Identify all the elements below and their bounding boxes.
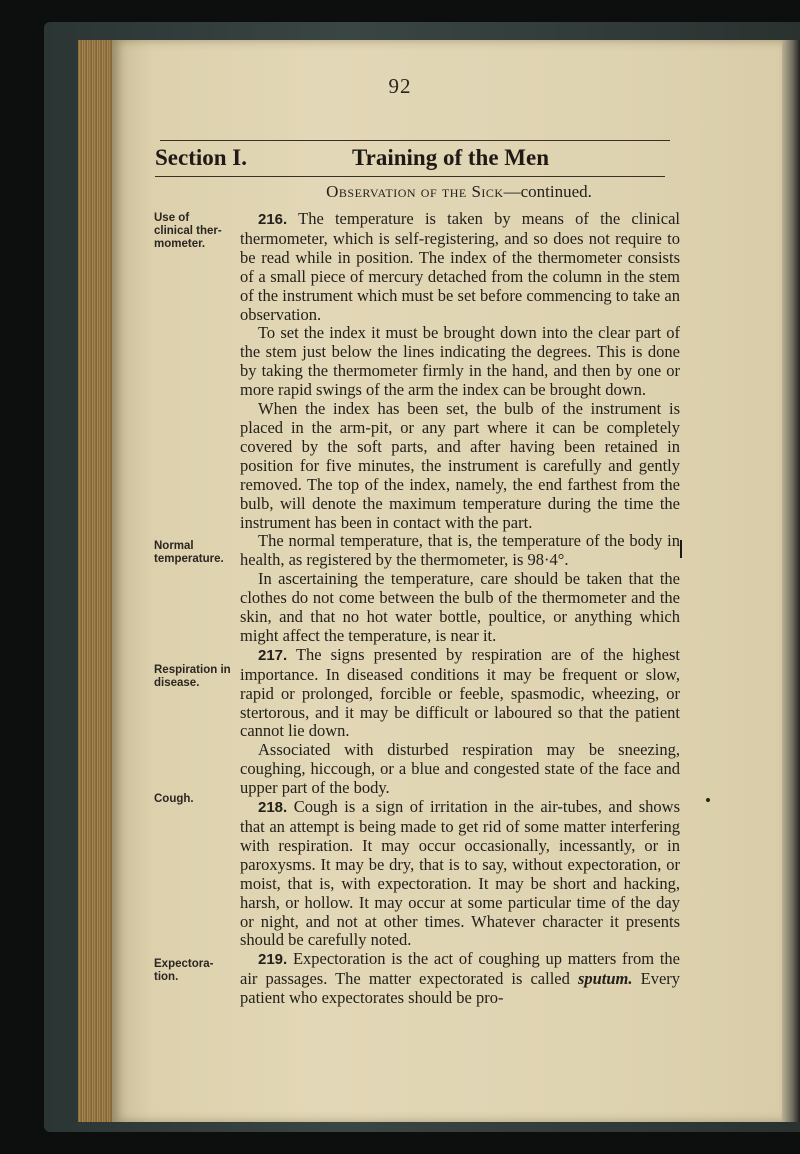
paragraph-219 [240,950,680,1008]
header-rule [155,176,665,177]
section-title: Training of the Men [352,145,549,170]
sputum-term: sputum. [577,969,633,989]
margin-note-expectoration: Expectora- tion. [154,958,214,983]
page-number: 92 [388,74,412,98]
section-label: Section I. [155,145,247,170]
margin-dot [706,798,710,802]
paragraph-number: 219. [258,951,288,969]
paragraph-217 [240,646,680,742]
paragraph-text: Expectoration is the act of coughing up matters from the air passages. The matter expectorated is called [240,949,681,989]
page-shadow [782,40,800,1122]
paragraph-tail: Every patient who expectorates should be pro- [240,969,681,1008]
paragraph-text: To set the index it must be brought down into the clear part of the stem just below the lines indicating the degrees. This is done by taking the thermometer firmly in the hand, and then by one or more rapid swings of the arm the index can be brought down. [240,323,680,400]
margin-note-clinical-thermometer: Use of clinical ther- mometer. [154,212,222,250]
paragraph-216 [240,210,680,324]
paragraph-218 [240,798,680,950]
body-text [240,210,680,1008]
paragraph-number: 218. [258,799,288,817]
paragraph-associated [240,741,680,798]
paragraph-ascertaining [240,570,680,646]
paragraph-text: The temperature is taken by means of the clinical thermometer, which is self-registering, and so does not require to be read while in position. The index of the thermometer consists of a small piece of mercury detached from the column in the stem of the instrument which must be set before commencing to take an observation. [240,209,680,324]
paragraph-text: The normal temperature, that is, the temperature of the body in health, as registered by the thermometer, is 98·4°. [240,531,680,570]
paragraph-set-index [240,324,680,400]
subheading-main: Observation of the Sick [326,182,504,201]
subheading-suffix: —continued. [503,182,592,201]
paragraph-normal-temp [240,532,680,570]
top-rule [160,140,670,141]
margin-note-respiration: Respiration in disease. [154,664,231,689]
paragraph-text: The signs presented by respiration are of the highest importance. In diseased conditions it may be frequent or slow, rapid or prolonged, forcible or feeble, spasmodic, wheezing, or stertorous, and it may be difficult or laboured so that the patient cannot lie down. [240,644,680,741]
margin-note-cough: Cough. [154,793,194,805]
paragraph-number: 217. [258,646,288,664]
paragraph-text: When the index has been set, the bulb of the instrument is placed in the arm-pit, or any part where it can be completely covered by the soft parts, and after having been retained in position for five minutes, the instrument is carefully and gently removed. The top of the index, namely, the end farthest from the bulb, will denote the maximum temperature during the time the instrument has been in contact with the part. [240,399,680,532]
margin-mark [680,540,682,558]
subheading [0,182,800,202]
margin-note-normal-temperature: Normal temperature. [154,540,224,565]
paragraph-text: Cough is a sign of irritation in the air-tubes, and shows that an attempt is being made to get rid of some matter interfering with respiration. It may occur occasionally, incessantly, or in paroxysms. It may be dry, that is to say, without expectoration, or moist, that is, with expectoration. It may be short and hacking, harsh, or hollow. It may occur at some particular time of the day or night, and not at other times. Whatever character it presents should be carefully noted. [240,797,681,950]
paragraph-bulb [240,400,680,532]
paragraph-text: In ascertaining the temperature, care should be taken that the clothes do not come between the bulb of the thermometer and the skin, and that no hot water bottle, poultice, or anything which might affect the temperature, is near it. [240,569,680,645]
paragraph-text: Associated with disturbed respiration may be sneezing, coughing, hiccough, or a blue and congested state of the face and upper part of the body. [240,740,680,798]
paragraph-number: 216. [258,211,288,228]
